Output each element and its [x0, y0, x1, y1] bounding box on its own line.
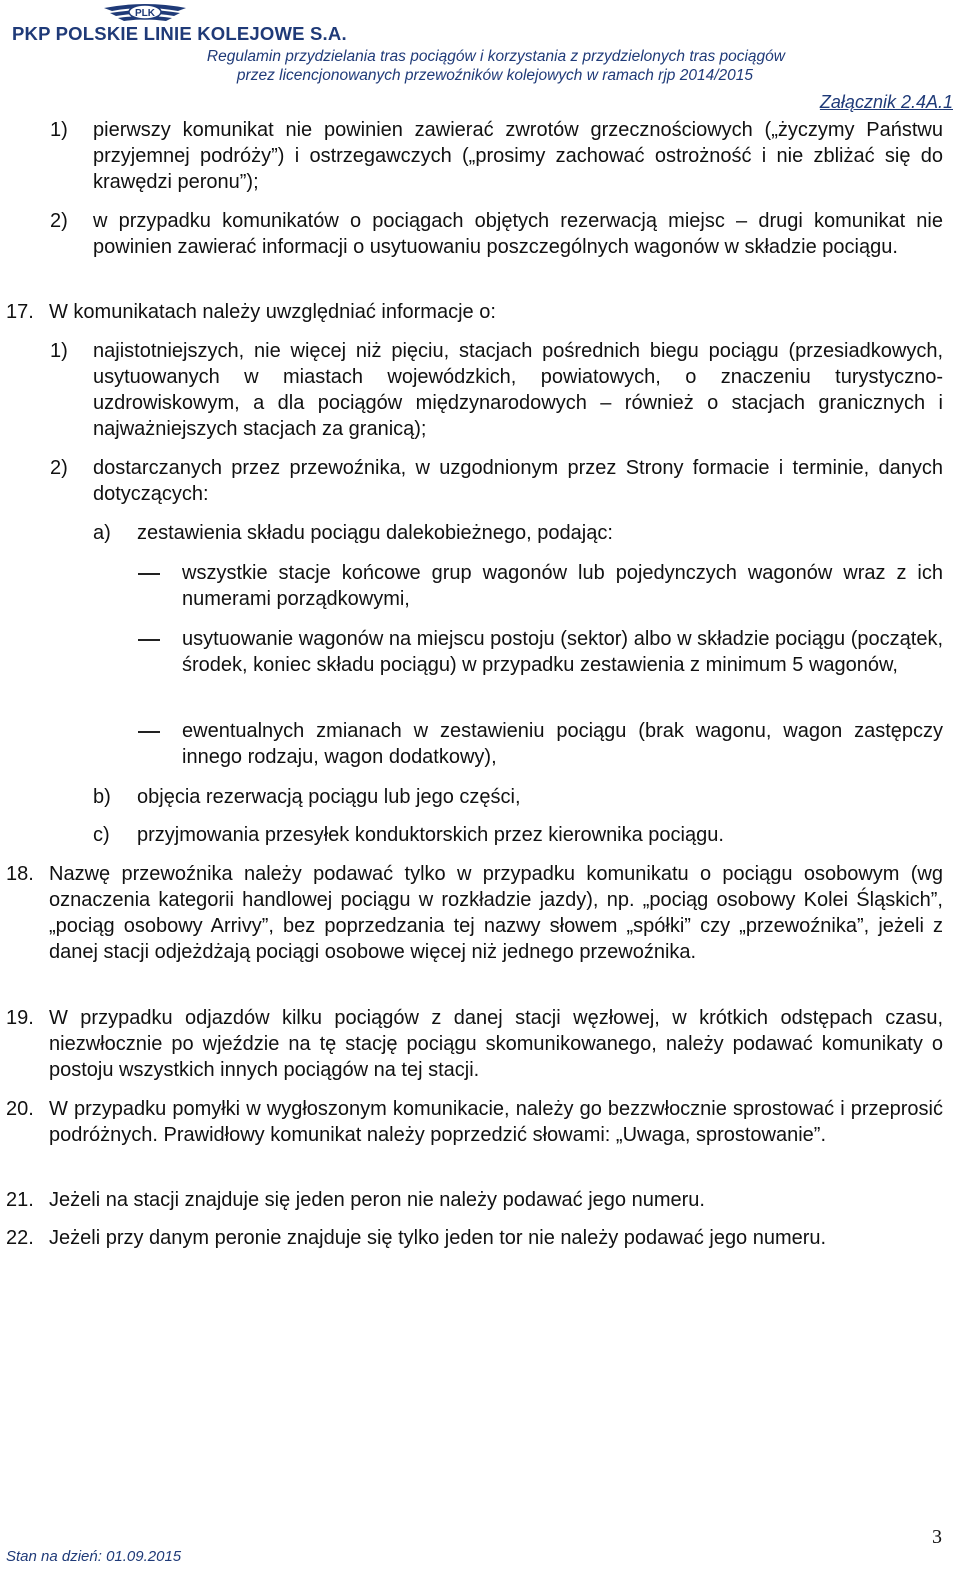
bullet-text: usytuowanie wagonów na miejscu postoju (sektor) albo w składzie pociągu (początek, środek, koniec składu pociągu) w przypadku zestawienia z minimum 5 wagonów,: [182, 628, 943, 676]
section-number: 21.: [6, 1189, 34, 1211]
list-item-number: 1): [50, 119, 68, 141]
section-number: 22.: [6, 1227, 34, 1249]
logo-lettering: PLK: [135, 8, 155, 19]
list-item-text: w przypadku komunikatów o pociągach objętych rezerwacją miejsc – drugi komunikat nie powinien zawierać informacji o usytuowaniu poszczególnych wagonów w składzie pociągu.: [93, 210, 943, 258]
sublist-letter: a): [93, 522, 111, 544]
company-name: PKP POLSKIE LINIE KOLEJOWE S.A.: [12, 23, 347, 44]
section-text: Jeżeli przy danym peronie znajduje się tylko jeden tor nie należy podawać jego numeru.: [49, 1227, 827, 1249]
sublist-text: objęcia rezerwacją pociągu lub jego części,: [137, 786, 521, 808]
sublist-letter: b): [93, 786, 111, 808]
list-item-text: dostarczanych przez przewoźnika, w uzgodnionym przez Strony formacie i terminie, danych dotyczących:: [93, 457, 943, 505]
section-text: W komunikatach należy uwzględniać informacje o:: [49, 301, 496, 323]
section-text: W przypadku pomyłki w wygłoszonym komunikacie, należy go bezzwłocznie sprostować i przeprosić podróżnych. Prawidłowy komunikat należy poprzedzić słowami: „Uwaga, sprostowanie”.: [49, 1098, 943, 1146]
list-item-number: 1): [50, 340, 68, 362]
section-number: 18.: [6, 863, 34, 885]
section-number: 19.: [6, 1007, 34, 1029]
bullet-text: wszystkie stacje końcowe grup wagonów lub pojedynczych wagonów wraz z ich numerami porządkowymi,: [182, 562, 943, 610]
section-text: Nazwę przewoźnika należy podawać tylko w przypadku komunikatu o pociągu osobowym (wg oznaczenia kategorii handlowej pociągu w rozkładzie jazdy), np. „pociąg osobowy Kolei Śląskich”, „pociąg osobowy Arrivy”, bez poprzedzania tej nazwy słowem „spółki” czy „przewoźnika”, jeżeli z danej stacji odjeżdżają pociągi osobowe więcej niż jednego przewoźnika.: [49, 863, 943, 963]
section-number: 20.: [6, 1098, 34, 1120]
section-text: Jeżeli na stacji znajduje się jeden peron nie należy podawać jego numeru.: [49, 1189, 705, 1211]
document-title-line2: przez licencjonowanych przewoźników kolejowych w ramach rjp 2014/2015: [236, 67, 753, 84]
dash-bullet-icon: [138, 731, 160, 733]
dash-bullet-icon: [138, 573, 160, 575]
company-logo: [6, 2, 347, 44]
list-item-number: 2): [50, 210, 68, 232]
document-title-line1: Regulamin przydzielania tras pociągów i korzystania z przydzielonych tras pociągów: [206, 48, 785, 65]
section-number: 17.: [6, 301, 34, 323]
section-text: W przypadku odjazdów kilku pociągów z danej stacji węzłowej, w krótkich odstępach czasu, niezwłocznie po wjeździe na tę stację pociągu skomunikowanego, należy podawać komunikaty o postoju wszystkich innych pociągów na tej stacji.: [49, 1007, 943, 1081]
status-date: Stan na dzień: 01.09.2015: [6, 1548, 182, 1565]
sublist-letter: c): [93, 824, 110, 846]
sublist-text: zestawienia składu pociągu dalekobieżnego, podając:: [137, 522, 613, 544]
list-item-number: 2): [50, 457, 68, 479]
dash-bullet-icon: [138, 639, 160, 641]
page-number: 3: [932, 1526, 942, 1548]
plk-logo-icon: [102, 2, 188, 24]
list-item-text: pierwszy komunikat nie powinien zawierać zwrotów grzecznościowych („życzymy Państwu przyjemnej podróży”) i ostrzegawczych („prosimy zachować ostrożność i nie zbliżać się do krawędzi peronu”);: [93, 119, 943, 193]
attachment-label: Załącznik 2.4A.1: [819, 92, 953, 112]
bullet-text: ewentualnych zmianach w zestawieniu pociągu (brak wagonu, wagon zastępczy innego rodzaju, wagon dodatkowy),: [182, 720, 943, 768]
list-item-text: najistotniejszych, nie więcej niż pięciu, stacjach pośrednich biegu pociągu (przesiadkowych, usytuowanych w miastach wojewódzkich, powiatowych, o znaczeniu turystyczno-uzdrowiskowym, a dla pociągów międzynarodowych – również o stacjach granicznych i najważniejszych stacjach za granicą);: [93, 340, 943, 440]
sublist-text: przyjmowania przesyłek konduktorskich przez kierownika pociągu.: [137, 824, 724, 846]
